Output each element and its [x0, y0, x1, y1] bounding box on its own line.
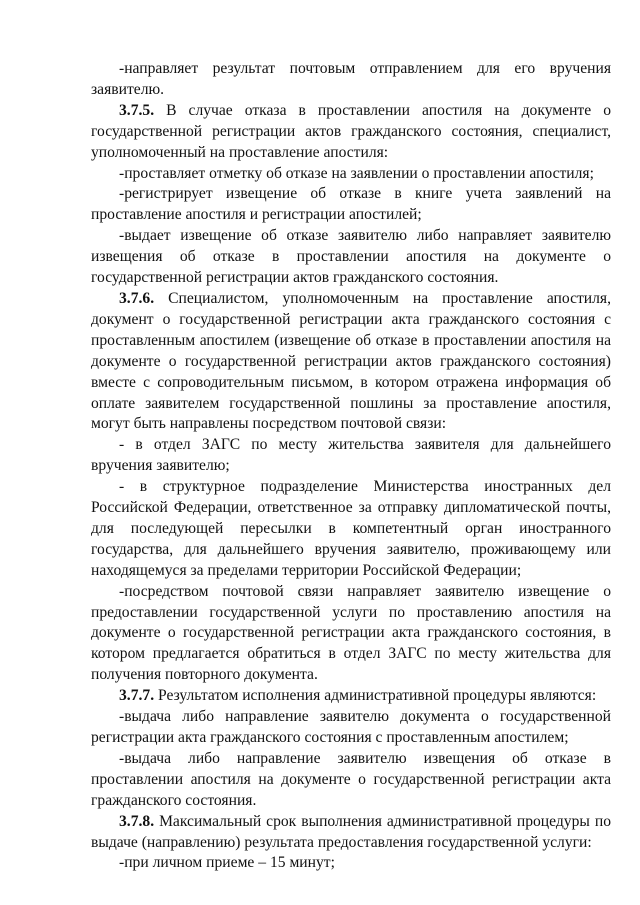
list-item-refusal-issue	[91, 226, 611, 289]
list-item-refusal-mark	[91, 164, 611, 185]
paragraph-text: Результатом исполнения административной процедуры являются:	[154, 687, 597, 705]
document-page	[91, 59, 611, 874]
list-item-result-refusal	[91, 749, 611, 812]
paragraph-clause-3-7-8	[91, 812, 611, 854]
paragraph-text: - в структурное подразделение Министерства иностранных дел Российской Федерации, ответственное за отправку дипломатической почты, для последующей пересылки в компетентный орган иностранного государства, для дальнейшего вручения заявителю, проживающему или находящемуся за пределами территории Российской Федерации;	[91, 478, 611, 579]
clause-number: 3.7.7.	[119, 687, 155, 705]
paragraph-text: -при личном приеме – 15 минут;	[119, 854, 335, 872]
paragraph-clause-3-7-6	[91, 289, 611, 435]
paragraph-text: Специалистом, уполномоченным на проставление апостиля, документ о государственной регистрации акта гражданского состояния с проставленным апостилем (извещение об отказе в проставлении апостиля на документе о государственной регистрации актов гражданского состояния) вместе с сопроводительным письмом, в котором отражена информация об оплате заявителем государственной пошлины за проставление апостиля, могут быть направлены посредством почтовой связи:	[91, 289, 611, 433]
paragraph-text: -выдача либо направление заявителю извещения об отказе в проставлении апостиля на документе о государственной регистрации акта гражданского состояния.	[91, 749, 611, 809]
list-item-foreign-ministry	[91, 477, 611, 582]
clause-number: 3.7.5.	[119, 101, 155, 119]
list-item-postal-notice	[91, 582, 611, 687]
paragraph-text: -посредством почтовой связи направляет заявителю извещение о предоставлении государственной услуги по проставлению апостиля на документе о государственной регистрации акта гражданского состояния, в котором предлагается обратиться в отдел ЗАГС по месту жительства для получения повторного документа.	[91, 582, 611, 684]
paragraph-text: -направляет результат почтовым отправлением для его вручения заявителю.	[91, 60, 611, 98]
list-item-zags-office	[91, 435, 611, 477]
paragraph-text: -выдает извещение об отказе заявителю либо направляет заявителю извещения об отказе в проставлении апостиля на документе о государственной регистрации актов гражданского состояния.	[91, 227, 611, 287]
list-item-refusal-register	[91, 184, 611, 226]
paragraph-text: -выдача либо направление заявителю документа о государственной регистрации акта гражданского состояния с проставленным апостилем;	[91, 708, 611, 746]
list-item-result-apostille	[91, 707, 611, 749]
list-item-personal-reception	[91, 853, 611, 874]
paragraph-text: - в отдел ЗАГС по месту жительства заявителя для дальнейшего вручения заявителю;	[91, 436, 611, 475]
paragraph-text: Максимальный срок выполнения административной процедуры по выдаче (направлению) результата предоставления государственной услуги:	[91, 812, 611, 851]
paragraph-result-dispatch	[91, 59, 611, 101]
paragraph-text: -проставляет отметку об отказе на заявлении о проставлении апостиля;	[119, 164, 594, 182]
paragraph-clause-3-7-7	[91, 686, 611, 707]
paragraph-text: В случае отказа в проставлении апостиля на документе о государственной регистрации актов гражданского состояния, специалист, уполномоченный на проставление апостиля:	[91, 101, 611, 161]
paragraph-text: -регистрирует извещение об отказе в книге учета заявлений на проставление апостиля и регистрации апостилей;	[91, 185, 611, 224]
clause-number: 3.7.6.	[119, 289, 155, 307]
clause-number: 3.7.8.	[119, 812, 155, 830]
paragraph-clause-3-7-5	[91, 101, 611, 164]
